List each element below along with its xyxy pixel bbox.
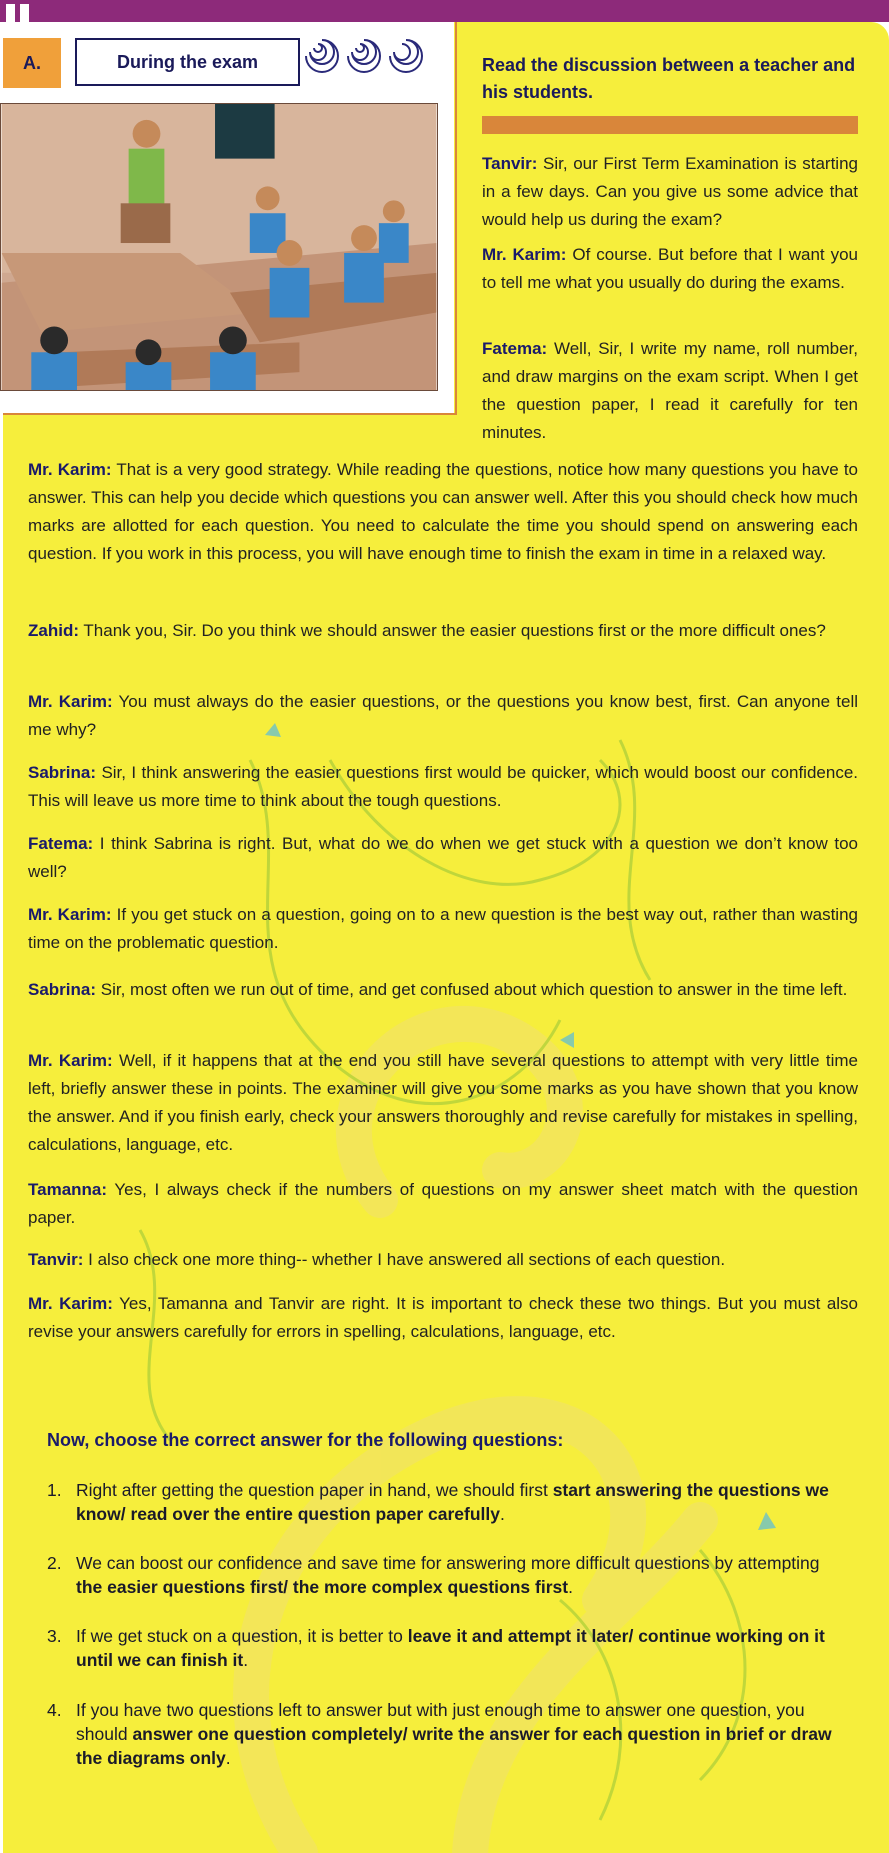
dialogue-text: Yes, Tamanna and Tanvir are right. It is important to check these two things. But you must also revise your answers carefully for errors in spelling, calculations, language, etc. (28, 1294, 859, 1341)
question-item (47, 1478, 837, 1526)
section-title: During the exam (75, 38, 300, 86)
divider-bar (482, 116, 858, 134)
question-text: Right after getting the question paper in hand, we should first (76, 1480, 553, 1500)
dialogue-text: Well, Sir, I write my name, roll number, and draw margins on the exam script. When I get the question paper, I read it carefully for ten minutes. (482, 339, 858, 442)
dialogue-text: I also check one more thing-- whether I have answered all sections of each question. (88, 1250, 726, 1269)
answer-options: leave it and attempt it later/ continue working on it until we can finish it (76, 1626, 825, 1670)
speaker-name: Mr. Karim: (28, 1051, 113, 1070)
speaker-name: Tanvir: (28, 1250, 84, 1269)
dialogue-fatema-2 (28, 830, 858, 886)
question-end: . (568, 1577, 573, 1597)
question-number: 4. (47, 1700, 62, 1720)
speaker-name: Tanvir: (482, 154, 538, 173)
question-text: We can boost our confidence and save time for answering more difficult questions by attempting (76, 1553, 820, 1573)
dialogue-text: Sir, I think answering the easier questions first would be quicker, which would boost our confidence. This will leave us more time to think about the tough questions. (28, 763, 858, 810)
speaker-name: Fatema: (28, 834, 94, 853)
dialogue-sabrina-2 (28, 976, 858, 1004)
dialogue-karim-1 (482, 241, 858, 297)
dialogue-sabrina-1 (28, 759, 858, 815)
question-item (47, 1551, 837, 1599)
answer-options: answer one question completely/ write the answer for each question in brief or draw the diagrams only (76, 1724, 832, 1768)
speaker-name: Sabrina: (28, 763, 97, 782)
question-number: 1. (47, 1480, 62, 1500)
section-label: A. (3, 38, 61, 88)
speaker-name: Zahid: (28, 621, 79, 640)
speaker-name: Mr. Karim: (28, 692, 113, 711)
classroom-exam-illustration (0, 103, 438, 391)
dialogue-fatema-1 (482, 335, 858, 447)
speaker-name: Mr. Karim: (482, 245, 567, 264)
intro-instruction: Read the discussion between a teacher and his students. (482, 55, 856, 102)
question-text: If we get stuck on a question, it is better to (76, 1626, 408, 1646)
dialogue-tanvir-2 (28, 1246, 858, 1274)
question-end: . (500, 1504, 505, 1524)
dialogue-text: You must always do the easier questions, or the questions you know best, first. Can anyone tell me why? (28, 692, 858, 739)
question-end: . (225, 1748, 231, 1768)
spiral-decoration-icon (300, 34, 430, 78)
dialogue-karim-3 (28, 688, 858, 744)
dialogue-text: Thank you, Sir. Do you think we should answer the easier questions first or the more difficult ones? (83, 621, 826, 640)
banner-tab-mark (6, 4, 15, 22)
dialogue-tanvir-1 (482, 150, 858, 234)
question-item (47, 1624, 837, 1672)
question-text: If you have two questions left to answer but with just enough time to answer one question, you should (76, 1700, 805, 1744)
banner-tab-mark (20, 4, 29, 22)
question-number: 2. (47, 1553, 62, 1573)
dialogue-karim-2 (28, 456, 858, 568)
dialogue-karim-6 (28, 1290, 858, 1346)
dialogue-text: Of course. But before that I want you to tell me what you usually do during the exams. (482, 245, 858, 292)
dialogue-text: Yes, I always check if the numbers of questions on my answer sheet match with the question paper. (28, 1180, 859, 1227)
speaker-name: Sabrina: (28, 980, 97, 999)
answer-options: start answering the questions we know/ read over the entire question paper carefully (76, 1480, 829, 1524)
dialogue-karim-5 (28, 1047, 858, 1159)
speaker-name: Tamanna: (28, 1180, 108, 1199)
dialogue-text: I think Sabrina is right. But, what do we do when we get stuck with a question we don’t know too well? (28, 834, 858, 881)
speaker-name: Mr. Karim: (28, 460, 112, 479)
speaker-name: Fatema: (482, 339, 548, 358)
dialogue-text: Sir, most often we run out of time, and get confused about which question to answer in the time left. (100, 980, 848, 999)
answer-options: the easier questions first/ the more complex questions first (76, 1577, 569, 1597)
questions-heading: Now, choose the correct answer for the following questions: (47, 1430, 564, 1450)
dialogue-text: That is a very good strategy. While reading the questions, notice how many questions you have to answer. This can help you decide which questions you can answer well. After this you should check how much marks are allotted for each question. You need to calculate the time you should spend on answering each question. If you work in this process, you will have enough time to finish the exam in time in a relaxed way. (28, 460, 858, 563)
top-banner (0, 0, 889, 22)
question-end: . (243, 1650, 249, 1670)
dialogue-text: Sir, our First Term Examination is starting in a few days. Can you give us some advice that would help us during the exam? (482, 154, 858, 229)
question-number: 3. (47, 1626, 62, 1646)
question-item (47, 1698, 837, 1770)
dialogue-karim-4 (28, 901, 858, 957)
speaker-name: Mr. Karim: (28, 1294, 113, 1313)
dialogue-text: If you get stuck on a question, going on to a new question is the best way out, rather than wasting time on the problematic question. (28, 905, 858, 952)
dialogue-tamanna (28, 1176, 858, 1232)
dialogue-text: Well, if it happens that at the end you still have several questions to attempt with very little time left, briefly answer these in points. The examiner will give you some marks as you have shown that you know the answer. And if you finish early, check your answers thoroughly and revise carefully for mistakes in spelling, calculations, language, etc. (28, 1051, 858, 1154)
dialogue-zahid (28, 617, 858, 645)
speaker-name: Mr. Karim: (28, 905, 112, 924)
